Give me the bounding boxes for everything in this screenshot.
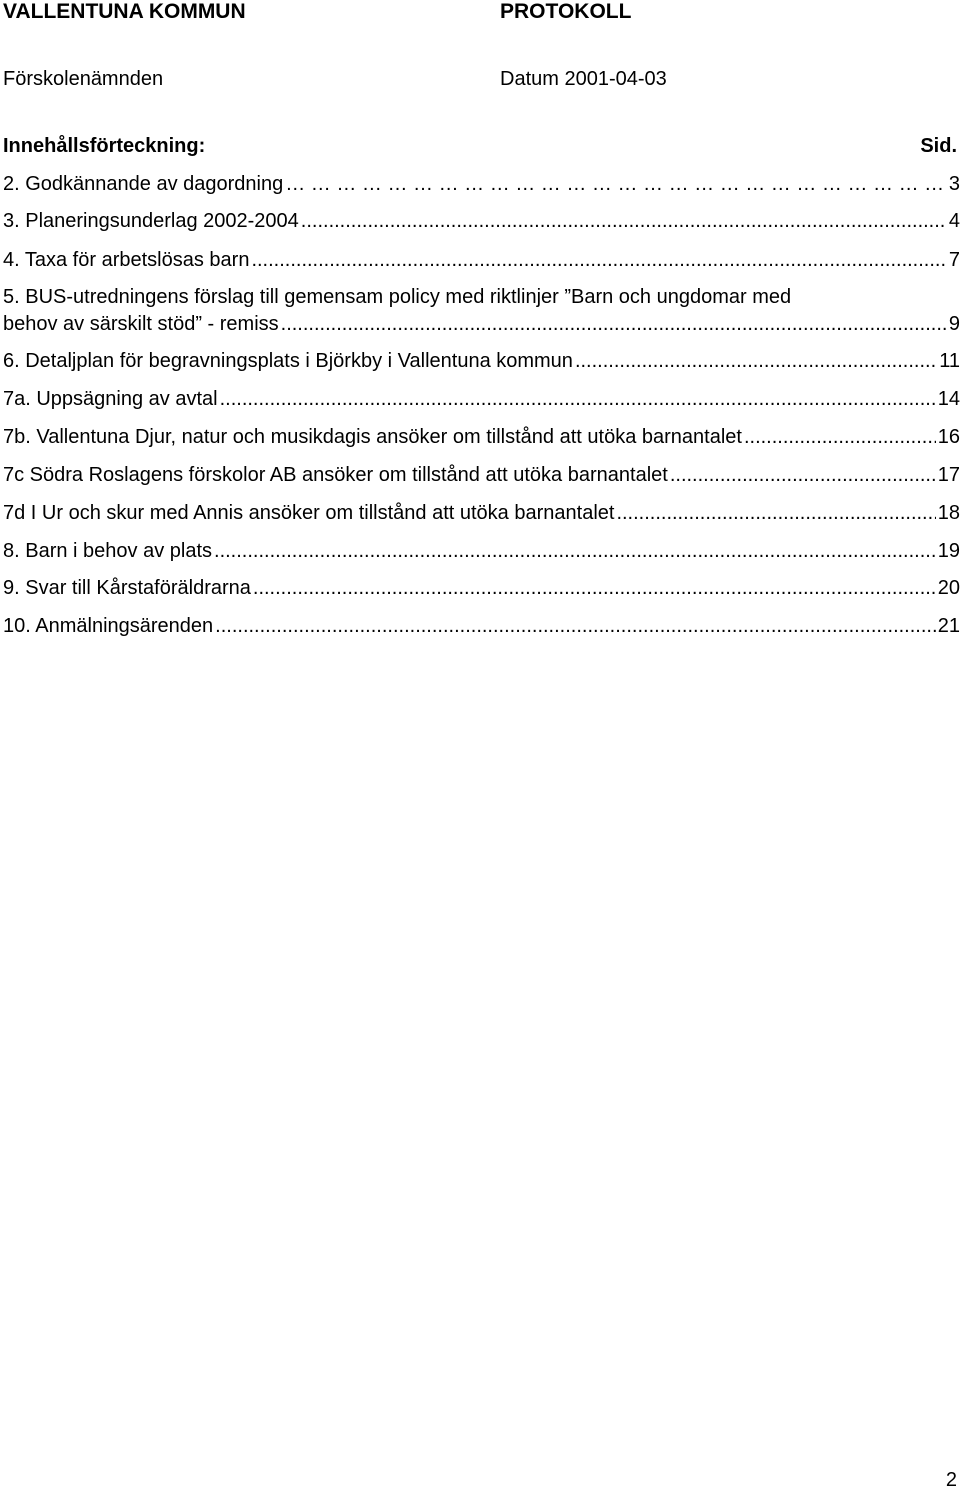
toc-entry[interactable] (3, 424, 960, 451)
toc-entry[interactable] (3, 575, 960, 602)
toc-entry[interactable] (3, 538, 960, 565)
toc-entry-title: 9. Svar till Kårstaföräldrarna (3, 577, 251, 599)
toc-entry-page: 11 (939, 350, 960, 372)
toc-entry-title: 4. Taxa för arbetslösas barn (3, 249, 250, 271)
dot-leader (285, 171, 947, 198)
toc-entry-page: 19 (937, 540, 960, 562)
dot-leader (575, 348, 937, 375)
toc-entry-page: 16 (937, 426, 960, 448)
toc-entry[interactable] (3, 247, 960, 274)
toc-entry-title: 3. Planeringsunderlag 2002-2004 (3, 210, 299, 232)
toc-entry-title: 6. Detaljplan för begravningsplats i Björkby i Vallentuna kommun (3, 350, 573, 372)
toc-entry[interactable] (3, 613, 960, 640)
toc-entry-page: 18 (937, 502, 960, 524)
toc-entry-title: 8. Barn i behov av plats (3, 540, 213, 562)
dot-leader (281, 311, 947, 338)
toc-entry-page: 3 (948, 173, 960, 195)
toc-entry-page: 14 (937, 388, 960, 410)
toc-entry-title: 7b. Vallentuna Djur, natur och musikdagis ansöker om tillstånd att utöka barnantalet (3, 426, 742, 448)
toc-page-label: Sid. (920, 135, 957, 157)
page-number: 2 (945, 1469, 957, 1491)
dot-leader (214, 538, 936, 565)
toc-entry-page: 21 (937, 615, 960, 637)
toc-entry-title: 7d I Ur och skur med Annis ansöker om tillstånd att utöka barnantalet (3, 502, 615, 524)
toc-entry-title: 7a. Uppsägning av avtal (3, 388, 218, 410)
organization-name: VALLENTUNA KOMMUN (3, 0, 246, 23)
toc-entry-title: 10. Anmälningsärenden (3, 615, 214, 637)
meeting-date: Datum 2001-04-03 (500, 68, 667, 90)
dot-leader (616, 500, 935, 527)
toc-entry[interactable] (3, 386, 960, 413)
toc-entry-title: 7c Södra Roslagens förskolor AB ansöker om tillstånd att utöka barnantalet (3, 464, 668, 486)
dot-leader (253, 575, 936, 602)
toc-entry-title: 2. Godkännande av dagordning (3, 173, 284, 195)
document-type: PROTOKOLL (500, 0, 632, 23)
board-name: Förskolenämnden (3, 68, 164, 90)
dot-leader (251, 247, 946, 274)
toc-entry[interactable] (3, 208, 960, 235)
toc-entry-title-line1: 5. BUS-utredningens förslag till gemensam policy med riktlinjer ”Barn och ungdomar med (3, 286, 792, 308)
dot-leader (220, 386, 936, 413)
toc-entry-title: behov av särskilt stöd” - remiss (3, 313, 279, 335)
toc-heading: Innehållsförteckning: (3, 135, 206, 157)
toc-entry-page: 7 (948, 249, 960, 271)
toc-entry[interactable] (3, 348, 960, 375)
toc-entry[interactable] (3, 171, 960, 198)
toc-entry-page: 9 (948, 313, 960, 335)
toc-entry-page: 4 (948, 210, 960, 232)
dot-leader (215, 613, 936, 640)
toc-entry[interactable] (3, 500, 960, 527)
dot-leader (670, 462, 936, 489)
toc-entry-page: 17 (937, 464, 960, 486)
dot-leader (301, 208, 947, 235)
toc-entry[interactable] (3, 284, 960, 338)
toc-entry[interactable] (3, 462, 960, 489)
toc-entry-page: 20 (937, 577, 960, 599)
dot-leader (744, 424, 936, 451)
